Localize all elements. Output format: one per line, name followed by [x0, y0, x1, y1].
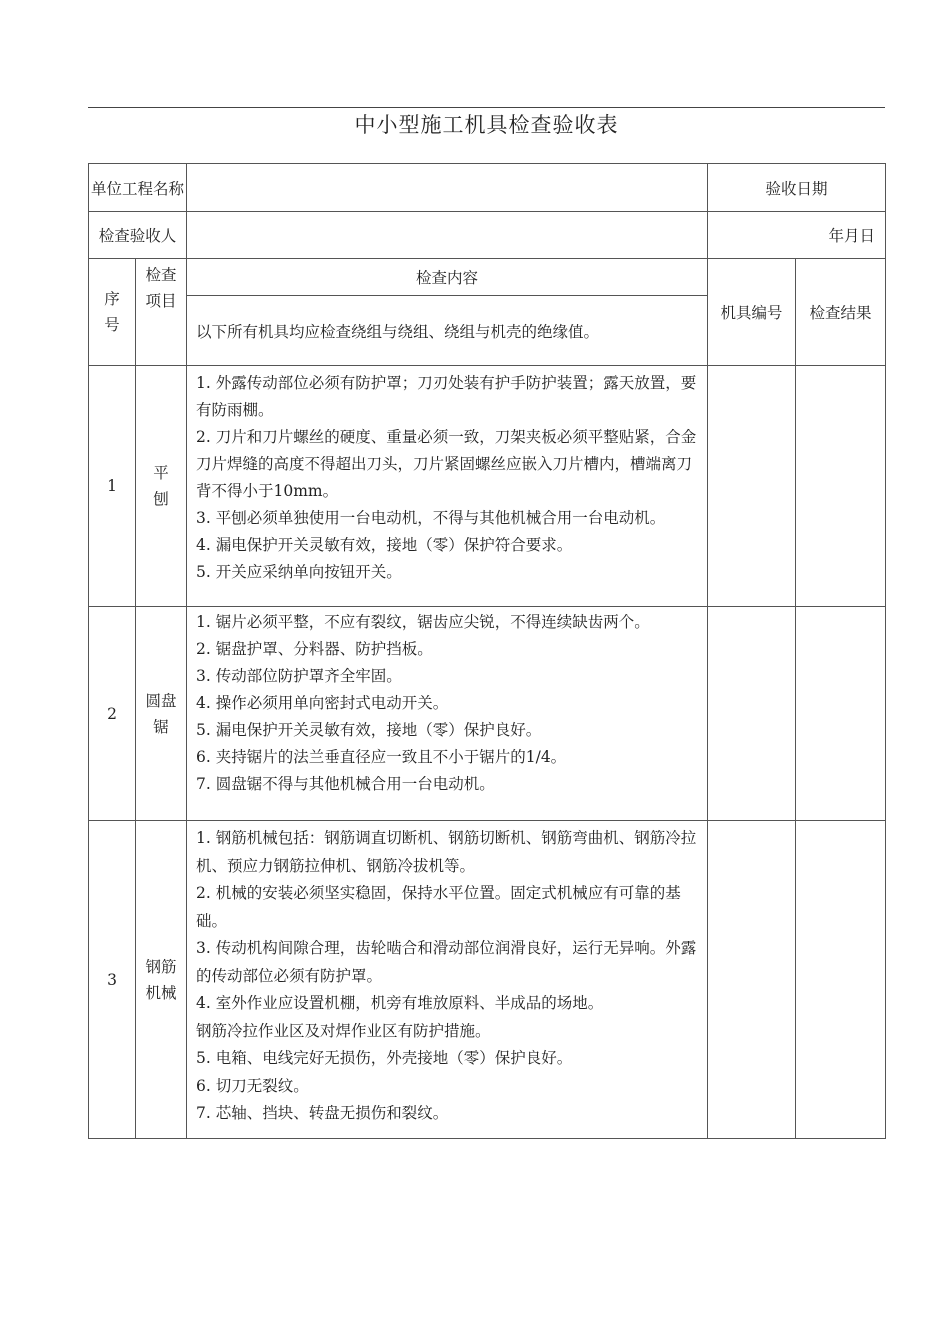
- row-item-name-line-1: 圆盘: [145, 691, 177, 710]
- row-item-name-line-1: 平: [153, 464, 169, 482]
- row-content: [187, 821, 708, 1139]
- col-machine-no-header: 机具编号: [708, 259, 796, 366]
- list-item: 2. 机械的安装必须坚实稳固，保持水平位置。固定式机械应有可靠的基础。: [196, 884, 681, 930]
- col-no-line-2: 号: [104, 316, 120, 334]
- row-item-name-line-1: 钢筋: [145, 957, 177, 976]
- list-item: 1. 锯片必须平整，不应有裂纹，锯齿应尖锐，不得连续缺齿两个。: [196, 613, 650, 631]
- list-item: 4. 操作必须用单向密封式电动开关。: [196, 694, 449, 712]
- list-item: 1. 钢筋机械包括：钢筋调直切断机、钢筋切断机、钢筋弯曲机、钢筋冷拉机、预应力钢筋拉伸机、钢筋冷拔机等。: [196, 829, 697, 875]
- inspector-value[interactable]: [187, 212, 708, 259]
- inspection-table: [88, 163, 886, 1139]
- col-no-header: [89, 259, 136, 366]
- row-item-name: [136, 821, 187, 1139]
- row-item-name-line-2: 锯: [153, 717, 169, 736]
- col-result-header: 检查结果: [796, 259, 886, 366]
- inspector-label: 检查验收人: [89, 212, 187, 259]
- row-machine-no[interactable]: [708, 821, 796, 1139]
- unit-label: 单位工程名称: [89, 164, 187, 212]
- row-number: 1: [89, 366, 136, 607]
- row-result[interactable]: [796, 366, 886, 607]
- table-row: [89, 821, 886, 1139]
- row-machine-no[interactable]: [708, 607, 796, 821]
- list-item: 钢筋冷拉作业区及对焊作业区有防护措施。: [196, 1021, 491, 1040]
- list-item: 3. 传动部位防护罩齐全牢固。: [196, 667, 402, 685]
- col-content-header: 检查内容: [187, 259, 708, 296]
- row-number: 2: [89, 607, 136, 821]
- unit-value[interactable]: [187, 164, 708, 212]
- row-machine-no[interactable]: [708, 366, 796, 607]
- date-label: 验收日期: [708, 164, 886, 212]
- list-item: 6. 切刀无裂纹。: [196, 1076, 309, 1095]
- row-item-name-line-2: 刨: [153, 490, 169, 508]
- col-item-line-1: 检查: [145, 266, 177, 284]
- list-item: 5. 漏电保护开关灵敏有效，接地（零）保护良好。: [196, 721, 542, 739]
- col-item-line-2: 项目: [145, 292, 177, 310]
- header-row-unit: [89, 164, 886, 212]
- row-item-name-line-2: 机械: [145, 983, 177, 1002]
- row-item-name: [136, 366, 187, 607]
- list-item: 2. 刀片和刀片螺丝的硬度、重量必须一致，刀架夹板必须平整贴紧，合金刀片焊缝的高度不得超出刀头，刀片紧固螺丝应嵌入刀片槽内，槽端离刀背不得小于10mm。: [196, 428, 697, 500]
- row-number: 3: [89, 821, 136, 1139]
- top-rule: [88, 107, 885, 108]
- list-item: 7. 圆盘锯不得与其他机械合用一台电动机。: [196, 775, 495, 793]
- date-value[interactable]: 年月日: [708, 212, 886, 259]
- list-item: 6. 夹持锯片的法兰垂直径应一致且不小于锯片的1/4。: [196, 748, 567, 766]
- col-item-header: [136, 259, 187, 366]
- col-no-line-1: 序: [104, 290, 120, 308]
- column-header-row: [89, 259, 886, 296]
- row-content: [187, 607, 708, 821]
- table-row: [89, 607, 886, 821]
- list-item: 7. 芯轴、挡块、转盘无损伤和裂纹。: [196, 1104, 449, 1122]
- row-result[interactable]: [796, 607, 886, 821]
- page-title: 中小型施工机具检查验收表: [354, 113, 619, 137]
- row-content: [187, 366, 708, 607]
- list-item: 3. 平刨必须单独使用一台电动机，不得与其他机械合用一台电动机。: [196, 509, 666, 527]
- list-item: 3. 传动机构间隙合理，齿轮啮合和滑动部位润滑良好，运行无异响。外露的传动部位必须有防护罩。: [196, 939, 697, 985]
- row-item-name: [136, 607, 187, 821]
- list-item: 4. 漏电保护开关灵敏有效，接地（零）保护符合要求。: [196, 536, 573, 554]
- table-row: [89, 366, 886, 607]
- general-note: 以下所有机具均应检查绕组与绕组、绕组与机壳的绝缘值。: [187, 296, 708, 366]
- list-item: 1. 外露传动部位必须有防护罩；刀刃处装有护手防护装置；露天放置，要有防雨棚。: [196, 374, 697, 419]
- row-result[interactable]: [796, 821, 886, 1139]
- list-item: 4. 室外作业应设置机棚，机旁有堆放原料、半成品的场地。: [196, 994, 604, 1012]
- list-item: 2. 锯盘护罩、分料器、防护挡板。: [196, 640, 433, 658]
- list-item: 5. 电箱、电线完好无损伤，外壳接地（零）保护良好。: [196, 1049, 573, 1067]
- list-item: 5. 开关应采纳单向按钮开关。: [196, 563, 402, 581]
- header-row-inspector: [89, 212, 886, 259]
